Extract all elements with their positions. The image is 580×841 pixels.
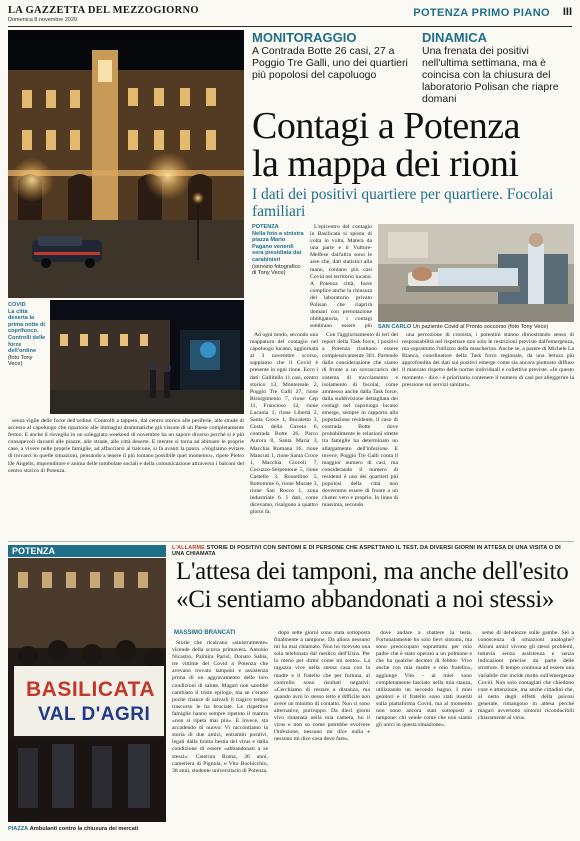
photo-covid-night xyxy=(50,300,244,414)
kicker-label: MONITORAGGIO xyxy=(252,30,357,45)
kicker-text: A Contrada Botte 26 casi, 27 a Poggio Tre Galli, uno dei quartieri più popolosi del capoluogo xyxy=(252,45,408,81)
second-headline-1: L'attesa dei tamponi, ma anche dell'esito xyxy=(176,558,569,585)
caption-text: Un paziente Covid al Pronto soccorso xyxy=(412,324,507,330)
section-divider xyxy=(8,541,574,542)
second-column-2 xyxy=(274,630,370,836)
caption-text: Nella foto a sinistra piazza Mario Pagano venerdì sera presidiata dai carabinieri xyxy=(252,230,304,263)
covid-night-image xyxy=(50,300,244,414)
section-label: POTENZA PRIMO PIANO xyxy=(413,7,550,19)
kicker-label: DINAMICA xyxy=(422,30,487,45)
caption-text: Ambulanti contro la chiusura dei mercati xyxy=(29,826,139,832)
sign-text-2: VAL D'AGRI xyxy=(38,704,151,725)
photo-san-carlo xyxy=(378,224,574,322)
photo-section-bar: POTENZA xyxy=(8,545,166,557)
caption-text: La città deserta la prima notte di coprifuoco. Controlli delle forze dell'ordine xyxy=(8,308,46,355)
caption-potenza xyxy=(252,224,306,277)
caption-san-carlo xyxy=(378,324,574,331)
article-text: Storie che ricalcano «sinistramente» vicende della scorsa primavera. Antonio Nicastro, Palmira Parisi, Donato Sabia, tre vittime del Covid a Potenza che avevano trovato tamponi e assistenza prima di un aggravamento delle loro condizioni di salute. Magari non sarebbe cambiato il triste epilogo, ma se c'erano poche chance di salvarli il tragico tempo trascorso le ha bruciate. Le rispettive famiglie hanno sempre ripetuto il mantra «non si ripeta mai più». E invece, sta accadendo di nuovo. Vi raccontiamo la storia di due amici, entrambi positivi, legati dalla brutta bestia del virus e dalla condizione di essere «abbandonati a se stessi»: Caterina Roma, 36 anni, cameriera di Pignola, e Vito Bochicchio, 38 anni, studente universitario di Potenza. xyxy=(172,640,268,774)
masthead xyxy=(8,4,572,27)
author-byline: MASSIMO BRANCATI xyxy=(174,630,236,636)
kicker-monitoraggio xyxy=(252,30,418,81)
photo-protest-sign xyxy=(8,558,166,822)
article-column-d xyxy=(402,332,574,538)
caption-title: PIAZZA xyxy=(8,826,29,832)
caption-credit: (foto Tony Vece) xyxy=(507,324,549,330)
article-text: Con l'aggiornamento di ieri del report della Task force, i positivi a Potenza risultano essere complessivamente 361. Partendo dalla considerazione che siamo di fronte a un sovraccarico del sistema di tracciamento e isolamento di focolai, come ammesso anche dalla Task force, dalla suddivisione dettagliata dei contagi nel capoluogo lucano emerge, sempre in rapporto alla popolazione residente, il caso di contrada Botte dove probabilmente le relazioni strette tra famiglie ha determinato un allargamento dell'infezione. E invece, Poggio Tre Galli conta il maggior numero di casi, ma considerando il numero di residenti è uno dei quartieri più popolosi della città non dovremmo essere di fronte a un cluster vero e proprio. In linea di massima, secondo xyxy=(322,332,398,509)
alarm-kicker xyxy=(172,545,574,557)
caption-piazza xyxy=(8,826,168,833)
caption-title: SAN CARLO xyxy=(378,324,412,330)
piazza-night-image xyxy=(8,30,244,298)
sign-text-1: BASILICATA xyxy=(26,678,156,701)
photo-piazza-night xyxy=(8,30,244,298)
article-column-b-text xyxy=(250,332,318,538)
alarm-text: STORIE DI POSITIVI CON SINTOMI E DI PERSONE CHE ASPETTANO IL TEST. DA DIVERSI GIORNI IN ATTESA DI UNA VISITA O DI UNA CHIAMATA xyxy=(172,545,561,557)
kicker-dinamica xyxy=(422,30,574,105)
alarm-label: L'ALLARME xyxy=(172,545,205,551)
newspaper-title: LA GAZZETTA DEL MEZZOGIORNO xyxy=(8,5,199,16)
article-text: dopo sette giorni sono stata sottoposta finalmente a tampone. Da allora nessuno mi ha mai chiamato. Non ho ricevuto una sola telefonata dal medico dell'Usca. Per lo meno per dirmi come mi sento». La ragazza vive nella stessa casa con la madre e il fratello che per fortuna, al controllo sono risultati negativi: «Cerchiamo di restare a distanza, ma quando avrò lo stesso tetto è difficile non avere un minimo di contatto. Non ci sono alternative, purtroppo. Da dieci giorni vivo rintanata nella mia camera, ho il virus e non so come potrebbe evolvere l'infezione, nessuno mi dice nulla e nessuno mi dice cosa devo fare». xyxy=(274,630,370,743)
article-text: una percezione di cronista, i potentini stanno dimostrando senso di responsabilità nel rispettare non solo le restrizioni previste dall'emergenza, ma soprattutto l'utilizzo della mascherina. Anche se, a parere di Michele La Bianca, coordinatore della Task force regionale, da una lettura più approfondita dei dati sui positivi emerge come sia ancora piuttosto diffuso il mancato rispetto delle norme individuali e collettive previste. «In questo momento - dice - è prioritario contenere il numero di casi per alleggerire la pressione sui servizi sanitari». xyxy=(402,332,574,388)
headline-subtitle: I dati dei positivi quartiere per quartiere. Focolai familiari xyxy=(252,186,554,220)
caption-credit: (servizio fotografico di Tony Vece) xyxy=(252,263,301,277)
second-column-4 xyxy=(478,630,574,836)
second-column-3 xyxy=(376,630,472,836)
article-text: dove andare a sbattere la testa. Fortunatamente ho solo lievi sintomi, ma sono preoccupato soprattutto per mio padre che è stato operato a un polmone e che ha qualche decimo di febbre. Vivo anche con mia madre e mio fratello», aggiunge Vito - ai miei sono completamente lasciato nella mia stanza, utilizzando un secondo bagno. I miei genitori e il fratello sono stati inseriti sulla piattaforma Covid, ma al momento non sono ancora stati sottoposti a tampone: chi vende come che non siamo gli unici in questa situazione». xyxy=(376,630,472,729)
headline-line2: la mappa dei rioni xyxy=(252,143,519,185)
article-column-c xyxy=(322,332,398,538)
second-column-1 xyxy=(172,640,268,836)
page-number: III xyxy=(562,6,572,18)
article-text: seme di debolezze sulle gambe. Sei a conoscenza di situazioni analoghe? Alcuni amici vivono gli stessi problemi, tuttavia senza assistenza e senza indicazioni precise da parte delle strutture. Il tempo continua ad essere una variabile che incide molto sull'emergenza Covid. Non solo contagiati che chiedono cure e attenzione, ma anche cittadini che, al netto degli effetti della psicosi generale, rimangono in attesa perché magari avvertono sintomi riconducibili chiaramente al virus. xyxy=(478,630,574,722)
article-column-a xyxy=(310,224,372,328)
caption-title: POTENZA xyxy=(252,224,279,230)
issue-date: Domenica 8 novembre 2020 xyxy=(8,17,78,23)
caption-credit: (foto Tony Vece) xyxy=(8,354,33,368)
article-text: senza vigile delle forze dell'ordine. Controlli a tappeto, dal centro storico alle periferie, alle strade di accesso al capoluogo che ripartono alle immagini drammatiche già vissute di un Paese completamente fermo. E anche il risveglio in un soleggiato weekend di novembre ha un sapore diverso perché si è più consapevoli davanti alle piazze, alle strade, alle città deserte. E mentre si torna ad abituare le proprie case, a vivere nelle proprie famiglie, ad affacciarsi al balcone, si fa avanti la paura. «Vogliamo evitare di trovarci in quelle situazioni, pensando a tenere il più lontano possibile quel momento», ripete Pietro De Angelis, imprenditore e anima delle tombolate sociali e della comunicazione attraverso i balconi del centro storico di Potenza. xyxy=(8,418,244,474)
second-headline-2: «Ci sentiamo abbandonati a noi stessi» xyxy=(176,586,555,613)
san-carlo-image xyxy=(378,224,574,322)
article-column-left xyxy=(8,418,244,538)
caption-covid xyxy=(8,302,48,368)
kicker-text: Una frenata dei positivi nell'ultima settimana, ma è coincisa con la chiusura del laboratorio Polisan che riapre domani xyxy=(422,45,559,105)
caption-title: COVID xyxy=(8,302,26,308)
headline-line1: Contagi a Potenza xyxy=(252,105,520,147)
article-text: L'epicentro del contagio in Basilicata si sposta di volta in volta, Matera da una parte e il Vulture-Melfese dall'altra sono le aree che, dati statistici alla mano, contano più casi Covid nel territorio lucano. A Potenza città, forse complice anche la chiusura del laboratorio privato Polisan che riaprirà domani con prenotazione obbligatoria, i contagi sembrano essere più xyxy=(310,224,372,328)
article-text: Ad ogni modo, secondo una mappatura del contagio nel capoluogo lucano, aggiornata al 3 novembre scorso, sappiamo che il Covid è presente in ogni rione. Ecco i dati: Gallitello 11 casi, centro storico 13, Montereale 2, Poggio Tre Galli 27, rione Risorgimento 7, rione Cep 11, Francioso 12, rione Lucania 1, rione Libertà 2, Santa Croce 1, Bucaletto 3, Costa della Gaveta 6, contrada Botte 26, Parco Aurora 8, Santa Maria 3, Macchia Romana 16, rione Mancusi 1, rione Santa Croce 1, Macchia Giocoli 7, Cocuzzo-Serpentone 5, rione Castello 3, Rossellino 5, Bottomme 6, rione Murate 3, rione San Rocco 1, zona industriale 6. I dati, come dicevamo, risalgono a quattro giorni fa. xyxy=(250,332,318,516)
